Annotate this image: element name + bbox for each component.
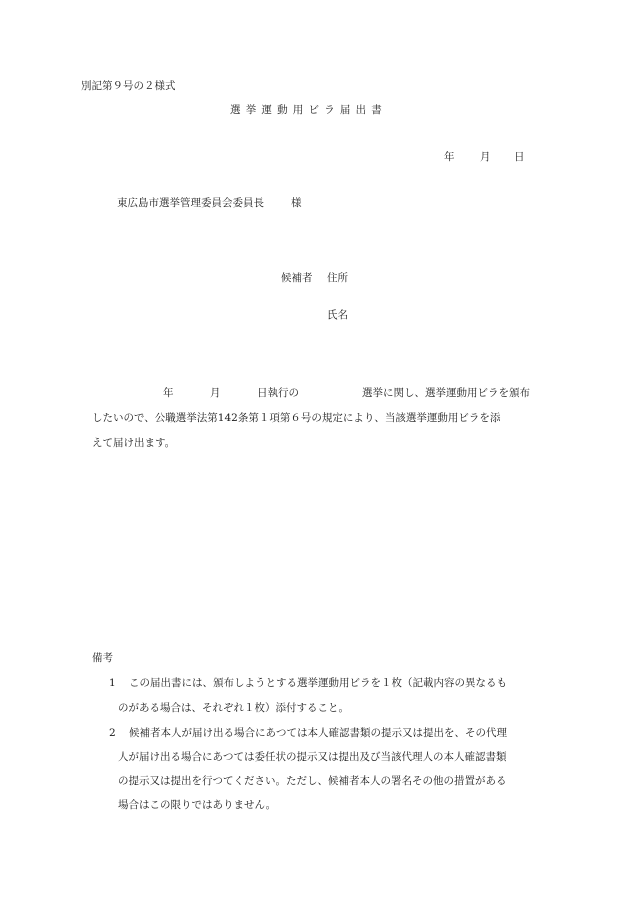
note-1-line-2: のがある場合は、それぞれ１枚）添付すること。 — [118, 702, 349, 714]
note-2-line-3: の提示又は提出を行つてください。ただし、候補者本人の署名その他の措置がある — [118, 775, 507, 787]
note-1-line-1: この届出書には、頒布しようとする選挙運動用ビラを１枚（記載内容の異なるも — [129, 677, 507, 689]
address-label: 住所 — [327, 272, 348, 284]
note-2-line-4: 場合はこの限りではありません。 — [118, 799, 277, 811]
body-month-label: 月 — [210, 387, 221, 399]
addressee-honorific: 様 — [291, 197, 302, 209]
note-2-number: 2 — [109, 727, 116, 739]
note-2-line-2: 人が届け出る場合にあつては委任状の提示又は提出及び当該代理人の本人確認書類 — [118, 751, 507, 763]
candidate-label: 候補者 — [281, 272, 313, 284]
body-election-suffix: 選挙に関し、選挙運動用ビラを頒布 — [362, 387, 530, 399]
date-month-label: 月 — [480, 151, 491, 163]
note-2-line-1: 候補者本人が届け出る場合にあつては本人確認書類の提示又は提出を、その代理 — [129, 727, 507, 739]
date-year-label: 年 — [444, 151, 455, 163]
note-1-number: 1 — [109, 677, 116, 689]
body-line-3: えて届け出ます。 — [92, 437, 176, 449]
addressee: 東広島市選挙管理委員会委員長 — [117, 197, 264, 209]
body-line-2: したいので、公職選挙法第142条第１項第６号の規定により、当該選挙運動用ビラを添 — [92, 412, 501, 424]
form-number: 別記第９号の２様式 — [81, 80, 176, 92]
document-title: 選挙運動用ビラ届出書 — [230, 104, 387, 116]
name-label: 氏名 — [327, 309, 348, 321]
body-year-label: 年 — [163, 387, 174, 399]
body-day-execution-label: 日執行の — [257, 387, 299, 399]
remarks-heading: 備考 — [92, 652, 113, 664]
date-day-label: 日 — [514, 151, 525, 163]
